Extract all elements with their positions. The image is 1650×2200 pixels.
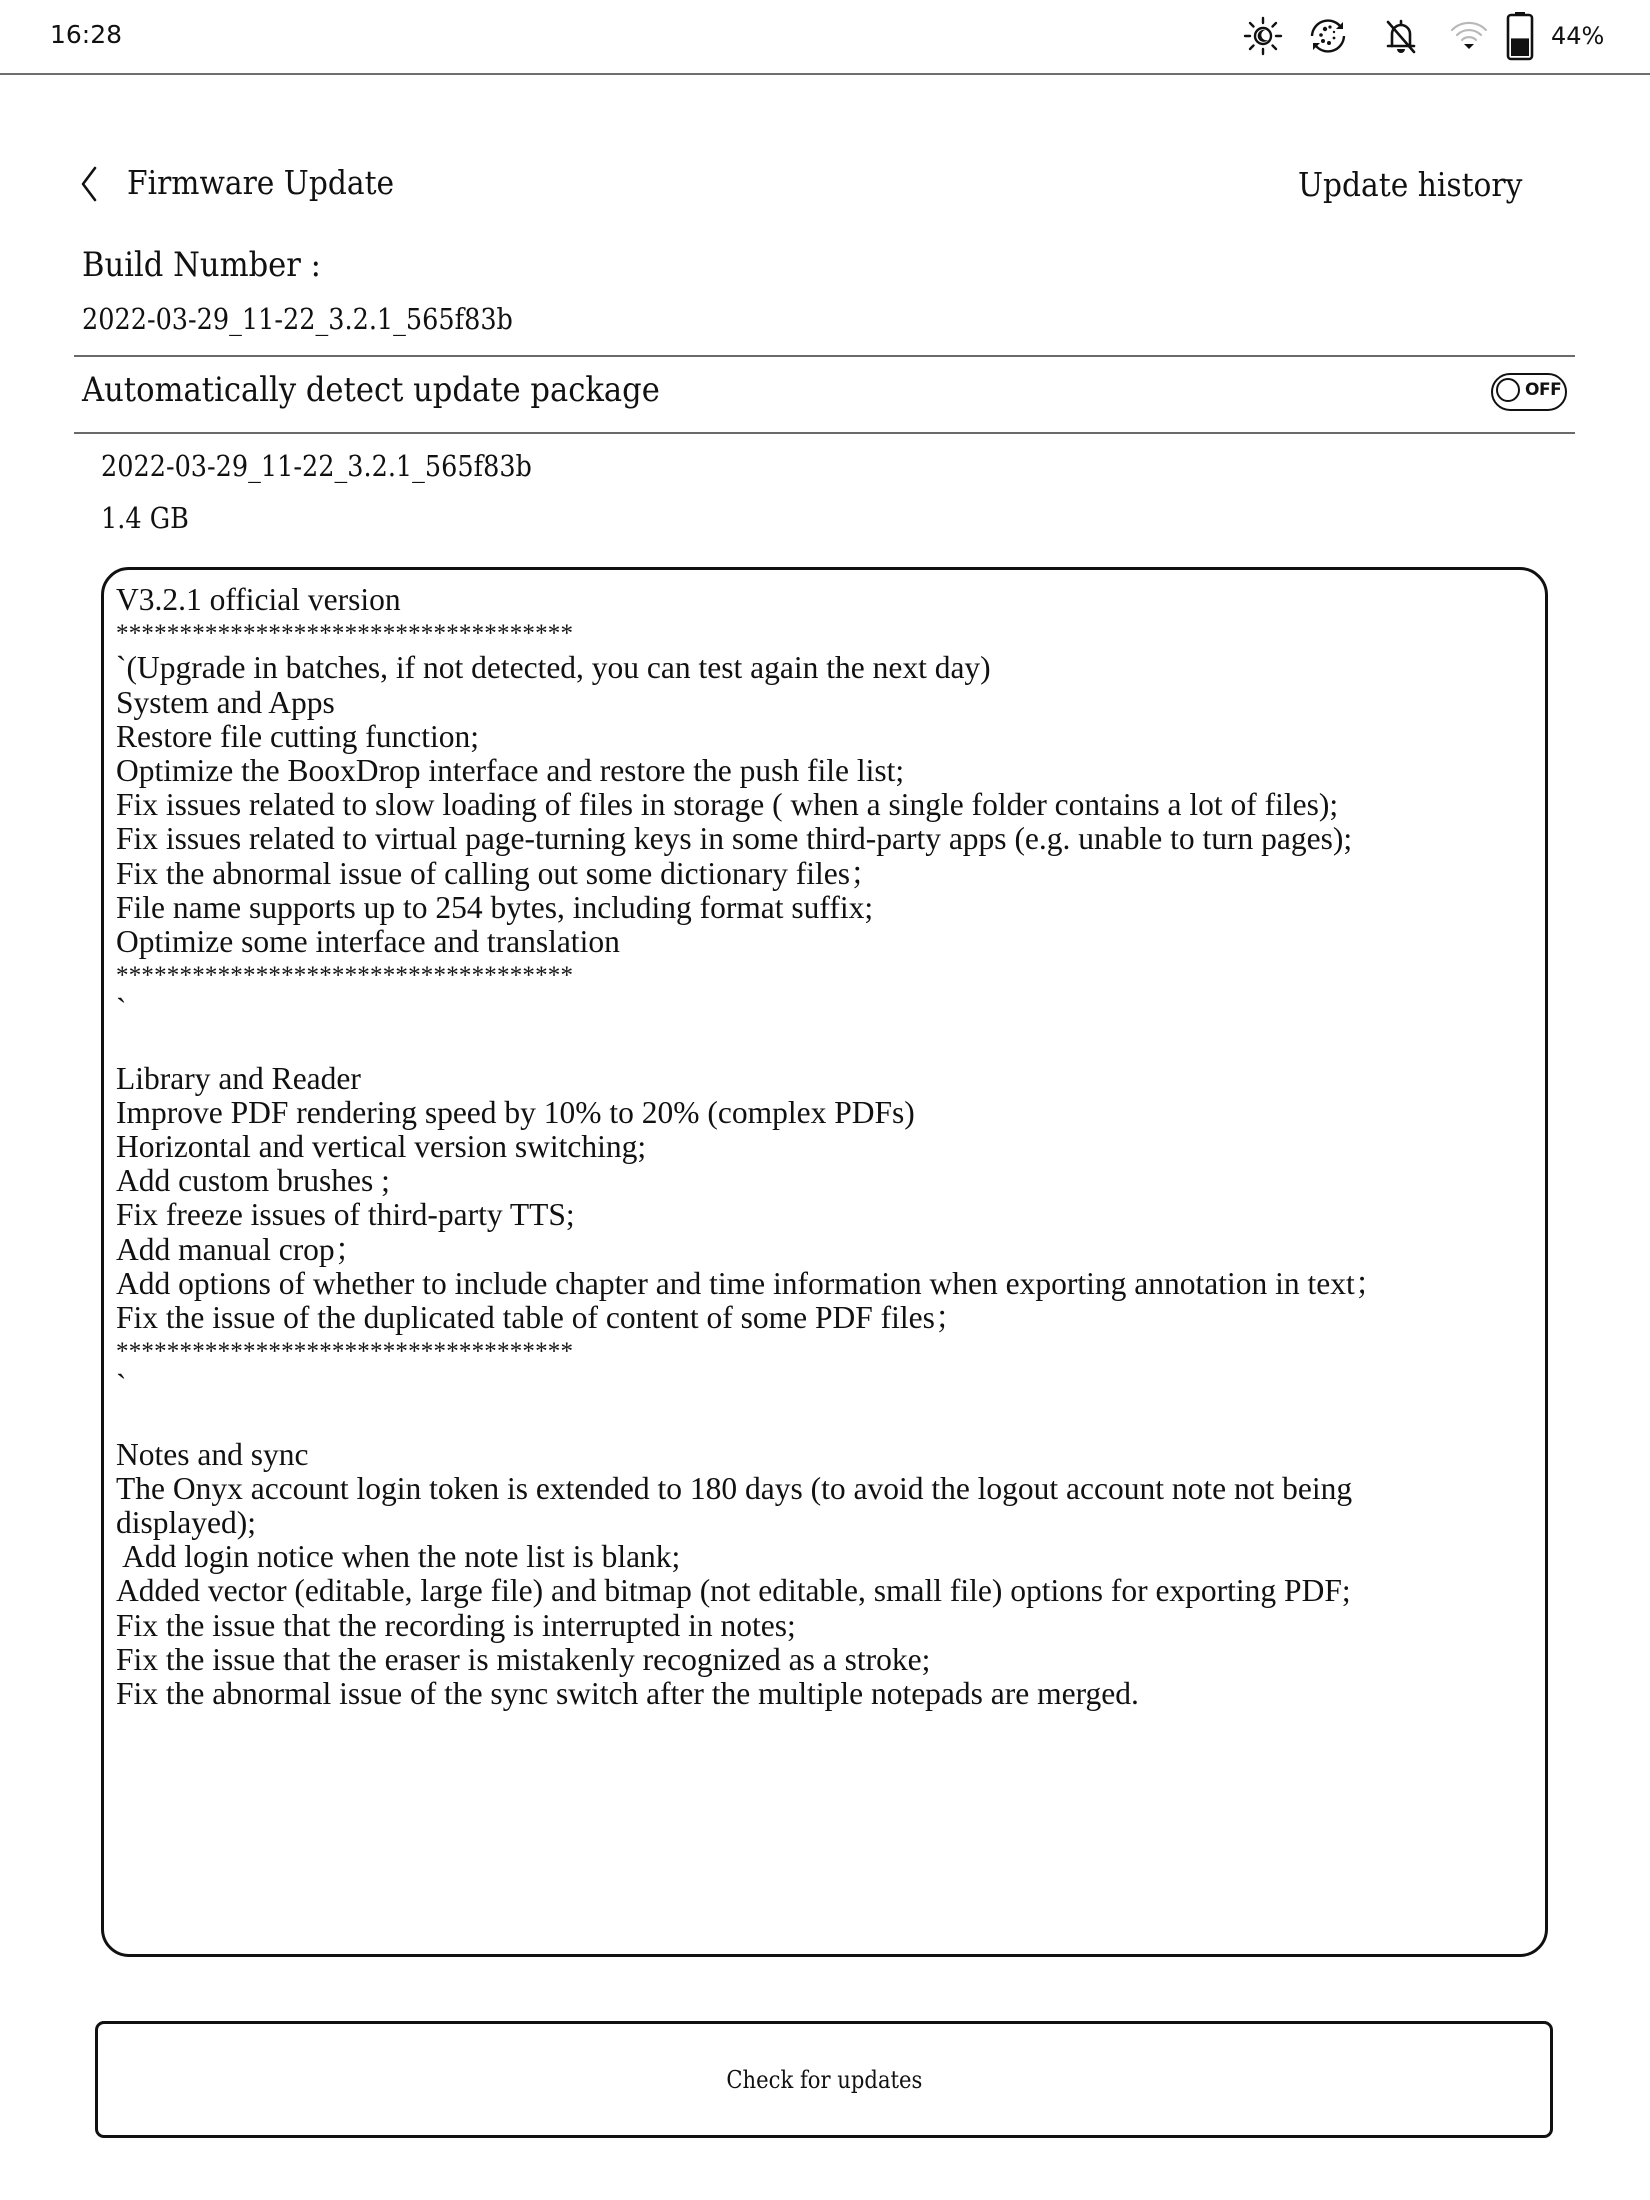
release-note-line: Add login notice when the note list is blank;: [116, 1539, 681, 1575]
release-note-line: V3.2.1 official version: [116, 582, 401, 617]
release-note-line: Optimize some interface and translation: [116, 923, 620, 959]
release-note-line: `: [116, 992, 127, 1028]
release-notes-box[interactable]: [101, 567, 1548, 1957]
release-note-line: Fix issues related to virtual page-turning keys in some third-party apps (e.g. unable to turn pages);: [116, 821, 1353, 857]
release-note-line: ************************************: [116, 1338, 574, 1366]
release-note-line: [116, 1404, 1548, 1438]
release-note-line: [116, 1027, 1548, 1061]
build-number-label: Build Number :: [82, 245, 321, 285]
refresh-sync-icon: [1303, 10, 1353, 62]
build-number-value: 2022-03-29_11-22_3.2.1_565f83b: [82, 302, 513, 336]
release-note-line: Add options of whether to include chapter and time information when exporting annotation in text；: [116, 1265, 1387, 1301]
release-note-line: Improve PDF rendering speed by 10% to 20% (complex PDFs): [116, 1094, 915, 1130]
status-bar: [0, 0, 1650, 75]
release-note-line: File name supports up to 254 bytes, including format suffix;: [116, 889, 874, 925]
release-notes-text: [116, 583, 1548, 1711]
release-note-line: System and Apps: [116, 684, 335, 720]
back-chevron-icon[interactable]: [74, 164, 106, 204]
release-note-line: Add custom brushes ;: [116, 1163, 390, 1199]
battery-icon: [1500, 10, 1540, 62]
update-history-link[interactable]: Update history: [1298, 165, 1523, 204]
check-for-updates-button[interactable]: [95, 2021, 1553, 2138]
page-title: Firmware Update: [127, 163, 395, 202]
release-note-line: Fix the issue that the eraser is mistakenly recognized as a stroke;: [116, 1641, 931, 1677]
release-note-line: ************************************: [116, 620, 574, 648]
package-name: 2022-03-29_11-22_3.2.1_565f83b: [101, 449, 532, 483]
release-note-line: Notes and sync: [116, 1436, 309, 1472]
wifi-icon: [1444, 10, 1494, 62]
release-note-line: The Onyx account login token is extended to 180 days (to avoid the logout account note not being: [116, 1470, 1353, 1506]
release-note-line: Fix issues related to slow loading of files in storage ( when a single folder contains a lot of files);: [116, 787, 1339, 823]
release-note-line: Fix freeze issues of third-party TTS;: [116, 1197, 575, 1233]
brightness-night-icon: [1238, 10, 1288, 62]
status-time: 16:28: [50, 20, 123, 49]
release-note-line: Library and Reader: [116, 1060, 361, 1096]
divider: [74, 355, 1575, 357]
release-note-line: Fix the abnormal issue of calling out some dictionary files；: [116, 855, 882, 891]
release-note-line: Fix the issue that the recording is interrupted in notes;: [116, 1607, 796, 1643]
toggle-knob: [1496, 378, 1520, 402]
release-note-line: Fix the abnormal issue of the sync switch after the multiple notepads are merged.: [116, 1676, 1139, 1711]
release-note-line: displayed);: [116, 1505, 256, 1541]
release-note-line: Added vector (editable, large file) and bitmap (not editable, small file) options for exporting PDF;: [116, 1573, 1351, 1609]
battery-percent: 44%: [1551, 22, 1605, 50]
release-note-line: Add manual crop；: [116, 1231, 367, 1267]
release-note-line: ************************************: [116, 962, 574, 990]
toggle-state-text: OFF: [1525, 380, 1562, 400]
auto-detect-toggle[interactable]: [1491, 373, 1567, 411]
release-note-line: `(Upgrade in batches, if not detected, you can test again the next day): [116, 650, 991, 686]
divider: [74, 432, 1575, 434]
auto-detect-label: Automatically detect update package: [82, 370, 660, 410]
release-note-line: `: [116, 1368, 127, 1404]
release-note-line: Horizontal and vertical version switching;: [116, 1129, 647, 1164]
release-note-line: Fix the issue of the duplicated table of content of some PDF files；: [116, 1299, 967, 1335]
check-for-updates-label: Check for updates: [725, 2065, 922, 2094]
package-size: 1.4 GB: [101, 501, 189, 535]
notifications-off-icon: [1376, 10, 1426, 62]
release-note-line: Restore file cutting function;: [116, 718, 480, 754]
release-note-line: Optimize the BooxDrop interface and restore the push file list;: [116, 752, 905, 788]
